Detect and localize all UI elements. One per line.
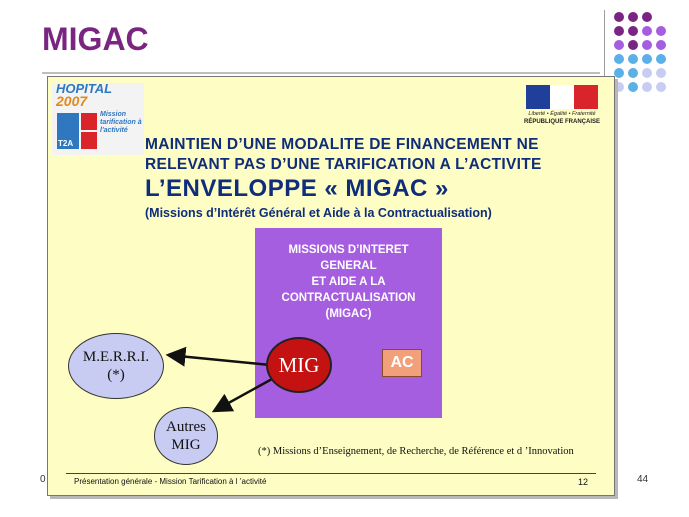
- decorative-dot: [614, 82, 624, 92]
- decorative-dot: [614, 40, 624, 50]
- slide-footer-rule: [66, 473, 596, 474]
- decorative-dot: [614, 12, 624, 22]
- logo-year-text: 2007: [56, 93, 88, 109]
- republique-francaise-logo: [522, 85, 602, 131]
- decorative-dot: [628, 54, 638, 64]
- decorative-dot: [628, 68, 638, 78]
- decorative-dot-grid: [614, 12, 689, 110]
- decorative-dot: [642, 54, 652, 64]
- decorative-dot: [628, 82, 638, 92]
- decorative-dot: [642, 26, 652, 36]
- decorative-dot: [628, 40, 638, 50]
- logo-red-block-top: [81, 113, 97, 130]
- decorative-dot: [656, 40, 666, 50]
- ac-box: AC: [382, 349, 422, 377]
- decorative-dot: [656, 26, 666, 36]
- autres-mig-ellipse: Autres MIG: [154, 407, 218, 465]
- page-number: 44: [637, 474, 649, 485]
- logo-hopital-text: HOPITAL: [56, 81, 113, 96]
- mig-circle: MIG: [266, 337, 332, 393]
- title-underline: [42, 72, 600, 74]
- decorative-dot: [656, 54, 666, 64]
- decorative-dot: [628, 26, 638, 36]
- slide-heading-envelope: L’ENVELOPPE « MIGAC »: [145, 175, 449, 202]
- decorative-dot: [614, 54, 624, 64]
- logo-red-block-bottom: [81, 132, 97, 149]
- merri-ellipse: M.E.R.R.I. (*): [68, 333, 164, 399]
- migac-box-label: MISSIONS D’INTERET GENERAL ET AIDE A LA CONTRACTUALISATION (MIGAC): [281, 244, 416, 320]
- french-flag-icon: [526, 85, 598, 109]
- decorative-dot: [656, 68, 666, 78]
- slide-heading-subtitle: (Missions d’Intérêt Général et Aide à la Contractualisation): [145, 206, 492, 220]
- slide-heading-main: MAINTIEN D’UNE MODALITE DE FINANCEMENT NE RELEVANT PAS D’UNE TARIFICATION A L’ACTIVITE: [145, 136, 542, 173]
- left-page-marker: 0: [40, 474, 46, 485]
- slide-footer-number: 12: [578, 477, 589, 487]
- decorative-dot: [614, 68, 624, 78]
- decorative-dot: [642, 68, 652, 78]
- logo-mission-text: Mission tarification à l'activité: [100, 111, 142, 134]
- hopital-2007-logo: [52, 83, 144, 155]
- decorative-dot: [656, 82, 666, 92]
- embedded-slide: [47, 76, 615, 496]
- logo-t2a-text: T2A: [58, 139, 74, 148]
- republic-name: RÉPUBLIQUE FRANÇAISE: [523, 119, 600, 125]
- decorative-dot: [642, 40, 652, 50]
- republic-motto: Liberté • Égalité • Fraternité: [528, 111, 596, 117]
- decorative-dot: [642, 82, 652, 92]
- decorative-dot: [642, 12, 652, 22]
- slide-title: MIGAC: [42, 21, 149, 57]
- decorative-dot: [628, 12, 638, 22]
- decorative-dot: [614, 26, 624, 36]
- footnote: (*) Missions d’Enseignement, de Recherche, de Référence et d ’Innovation: [258, 446, 574, 457]
- slide-footer-text: Présentation générale - Mission Tarification à l ’activité: [74, 477, 267, 486]
